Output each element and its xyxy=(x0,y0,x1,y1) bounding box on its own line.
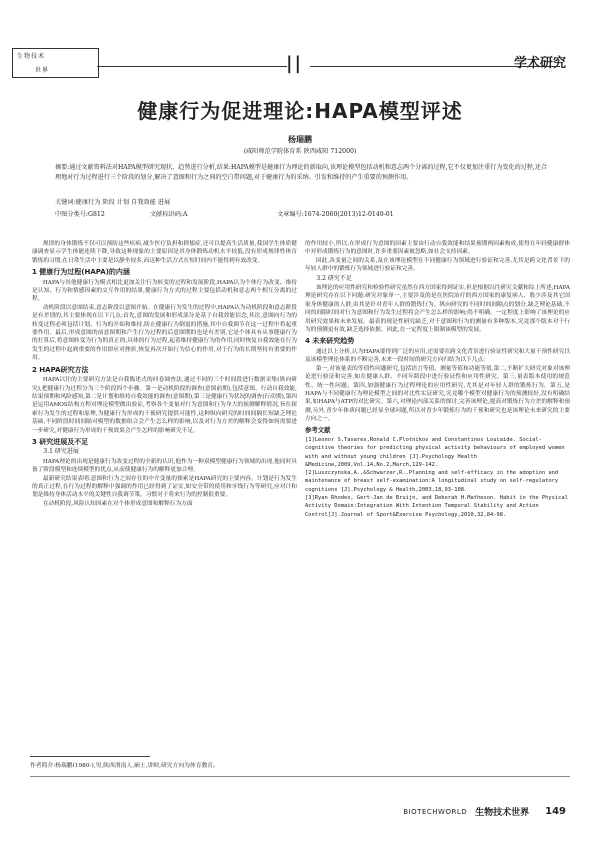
intro-paragraph: 规律的身体锻炼不仅可以预防这些疾病,减少医疗负担和抑郁症,还可以提高生活质量,我国学生体质健康调查显示学生体能连续下降,导致这种现象的主要原因是其身体锻炼动机水平较低,没有形成规律性体育锻炼的习惯,在日常生活中主要是以静坐较多,而这种生活方式在短时间内不能得到有效改变。 xyxy=(32,241,297,264)
paragraph: 通过以上分析,认为HAPA要得到广泛的应用,还需要在跨文化背景进行验证性研究和大量干预性研究以及该模型理论体系的不断完善,未来一段时间的研究方向归结为以下几点: xyxy=(305,348,570,364)
page-footer xyxy=(403,805,566,818)
heading-2: 2 HAPA研究方法 xyxy=(32,365,89,374)
author-footnote: 作者简介:杨瑞鹏(1980-),男,陕西渭南人,硕士,讲师,研究方向为体育教育。 xyxy=(30,763,219,769)
paragraph: 因此,各变量之间的关系,及在该理论模型在不同健康行为领域进行验证和完善,尤其是跨文化背景下的年轻人群中的锻炼行为领域进行验证和完善。 xyxy=(305,257,570,273)
article-abstract: 摘要:通过文献资料法对HAPA模型研究现状、趋势进行分析,结果:HAPA模型是健康行为理论的新取向,该理论模型包括动机和意志两个分离的过程,它不仅更加注重行为变化的过程,还合理地对行为过程进行三个阶段的划分,解决了意图和行为之间的空白带问题,对于健康行为的采纳、引发和维持的产生重要的预测作用。 xyxy=(55,164,548,181)
header-rule-left xyxy=(97,66,287,67)
paragraph: 第一,对该量表的等值性问题研究,包括语言等值、测量等值和功能等值,第二,不断扩大研究对象对该理论进行验证和完善,如在健康人群、不同年龄段中进行验证性和应用性研究。第三,量表版本使用的规范性、统一性问题。第四,加强健康行为过程理论的应用性研究,尤其是对年轻人群的锻炼行为。第五,是HAPA与不同健康行为理论模型之间的对比性实证研究,究竟哪个模型对健康行为的预测较好,没有明确结果,如HAPA与ATP的对比研究。第六,对理论内部关系的探讨,完善该理论,提高对锻炼行为方差的解释和预测,另外,青少年体质问题已经显全球问题,所以对青少年锻炼行为的干预和研究也是该理论未来研究的主要方向之一。 xyxy=(305,365,570,423)
journal-header-line1: 生物技术 xyxy=(17,53,46,60)
reference-item: [3]Ryan Rhodes, Gert-Jan de Bruijn, and Deborah H.Matheson. Habit in the Physical Activity Domain:Integration With Intention Temporal Stability and Action Control[J].Journal of Sport&Exercise Psychology,2010,32,84-98. xyxy=(305,495,568,518)
heading-1: 1 健康行为过程(HAPA)的内涵 xyxy=(32,268,130,277)
clc-number: 中图分类号:G812 xyxy=(55,211,105,218)
header-bars: || xyxy=(286,53,304,74)
journal-header-line2: 世界 xyxy=(35,67,50,74)
heading-3: 3 研究进展及不足 xyxy=(32,437,89,446)
journal-header-box xyxy=(12,48,99,78)
article-affiliation: (咸阳师范学院体育系 陕西咸阳 712000) xyxy=(243,148,357,155)
article-author: 杨瑞鹏 xyxy=(288,134,312,144)
article-keywords: 关键词:健康行为 阶段 计划 自我效能 进展 xyxy=(55,199,171,206)
page-number: 149 xyxy=(545,806,566,817)
journal-name-cn: 生物技术世界 xyxy=(475,808,530,818)
paragraph: 动机阶段以意图结束,意志阶段以意图开始。在健康行为发生的过程中,HAPA认为动机阶段和意志阶段是有差别的,其主要体现在以下几点:首先,意图的发展和形成部分是基于自我效能信念,其次,意图向行为的转变过程必须包括计划、行为的开始和维持,防止健康行为倒退的措施,其中自我调节在这一过程中将起重要作用。最后,形成意图的前意图期和产生行为过程的后意图期的也是有差别,它是个体具有从事健康行为的打算后,将意图转变为行为的真正的,具体的行为过程,起着维持健康行为的作用,同时恢复自我效能在行为发生的过程中起到重要的作用即应对挫折,恢复再次开始行为信心的作用,对于行为的长期坚持有重要的作用。 xyxy=(32,304,297,362)
right-column xyxy=(305,240,570,519)
footnote-rule xyxy=(30,756,150,757)
paragraph: HAPA与其他健康行为模式相比更加关注行为转变的过程和发展阶段,HAPA认为个体行为改变、维持是认知、行为和情感因素的交互作用的结果,健康行为方式的过程主要包括动机和意志两个相互分离的过程。 xyxy=(32,279,297,303)
paragraph-continued: 的作用较小,所以,在形成行为意图的因素主要由行动自我效能和结果预期两因素构成,使得在年轻健康群体中对形成锻炼行为的意图时,许多重要因素被忽略,如社会支持因素。 xyxy=(305,241,570,256)
paragraph: 在动机阶段,风险认知因素在对个体形成意图和解释行为方面 xyxy=(42,500,193,507)
article-number: 文章编号:1674-2060(2013)12-0149-01 xyxy=(277,211,394,218)
journal-name-en: BIOTECHWORLD xyxy=(403,807,468,816)
heading-4: 4 未来研究趋势 xyxy=(305,337,355,346)
paragraph: HAPA以往的主要研究方法是自我陈述式的问卷调查法,通过不同的三个时间段进行数据采集(纵向研究),把健康行为过程分为三个阶段四个步骤。第一是动机阶段的调查(意图前期),包括意图、行动自我效能,结果预期和风险感知,第二是计划和维持自我效能的调查(意图期),第三是健康行为状况的调查(行动期),第四是运用AMOS结构方程对理论模型做出验证,考察各个变量对行为意图和行为身大的预测解释情况,旨在探索行为发生的过程和原理,为健康行为形成的干预研究提供可能性,这种纵向研究的时间间隔长短缺乏理论基础,不同阶段时间间隔对模型的数据组合会产生怎么样的影响,以及对行为方差的解释会变得如何需要进一步研究,对健康行为形成的干预效果会产生怎样的影响研究不足。 xyxy=(32,377,297,434)
subheading-3-1: 3.1 研究进展 xyxy=(43,448,79,456)
reference-item: [1]Leonor S.Tavares,Ronald C.Plotnikov and Constantinos Loucaide. Social-cognitive theories for predicting physical activity behaviours of employed women with and without young children [J].Psychology Health &Medicine,2009,Vol.14,No.2,March,129-142. xyxy=(305,436,565,468)
footer-rule xyxy=(30,776,570,777)
references-title: 参考文献 xyxy=(305,425,331,434)
paragraph: 最新研究结果表明:意图和行为之间存在的中介变量的探索是HAPA研究的主要内容。计划是行为发生的真正过程,在行为过程的解释中强调的作用已经得到了证实,如安全带的使用和牙线行为等研究,应对计和划是维持身体活动水平的关键性自我调节策。习惯对于将来行为的控制很重要。 xyxy=(32,475,297,499)
left-column xyxy=(32,240,297,508)
paragraph: 该理论的应用性研究和检验性研究虽然在西方国家得到证实,但是根据以往研究文献和综上所述,HAPA理论研究存在以下问题:研究对象单一,主要涉及的是在医院治疗的西方国家的康复病人、股少涉及其它国家身体健康的人群,由其是针对青年人群的锻炼行为。纵向研究的不同时间间隔点的划分,缺乏理论基础,不同的间隔时间对行为意图和行为发生过程将会产生怎么样的影响;尚不明确。一定程度上影响了该理论的应用研究效果和未来发展。最表的现是性研究缺乏,对于意图和行为的测量有多种版本,究竟那个版本对于行为的预测更有效,缺乏选择依据。因此,在一定程度上限制该模型的发展。 xyxy=(305,285,570,334)
subheading-3-2: 3.2 研究不足 xyxy=(316,274,352,282)
reference-item: [2]Luszczynska,A.,&Schwarzer,R..Planning and self-efficacy in the adoption and maintenance of breast self-examination:A longitudinal study on self-regulatory cognitions [J].Psychology & Health,2003,18,93-108. xyxy=(305,470,559,493)
paragraph: HAPA理论的出现是健康行为改变过程的全新的认识,他作为一种双模型健康行为领域的出现,他同时具备了阶段模型和连续模型的优点,从而使健康行为的解释更加合理。 xyxy=(32,458,297,474)
article-title: 健康行为促进理论:HAPA模型评述 xyxy=(137,99,463,123)
section-title: 学术研究 xyxy=(513,56,566,71)
document-code: 文献标识码:A xyxy=(150,211,188,218)
